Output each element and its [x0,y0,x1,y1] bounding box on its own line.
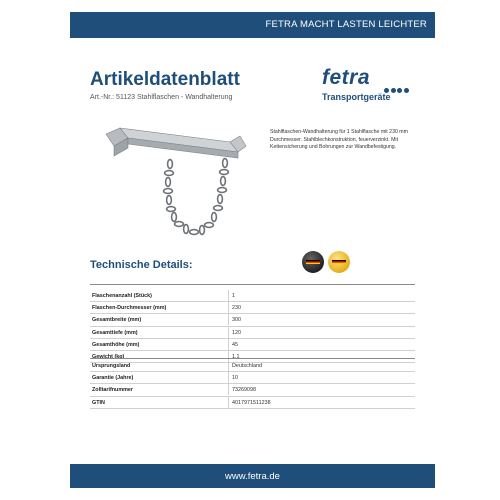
origin-value: 4017971511238 [232,399,271,406]
spec-label: Gesamttiefe (mm) [92,329,138,336]
fetra-logo [322,66,412,106]
footer-band [70,464,435,488]
spec-value: 1 [232,293,235,299]
spec-value: 300 [232,317,241,324]
spec-value: 120 [232,329,241,336]
table-row [90,372,415,384]
origin-value: 73269098 [232,387,256,394]
document-title: Artikeldatenblatt [90,69,240,90]
logo-subtitle: Transportgeräte [322,92,391,102]
header-slogan: FETRA MACHT LASTEN LEICHTER [265,19,427,30]
footer-url-link[interactable]: www.fetra.de [225,471,280,482]
spec-label: Gewicht (kg) [92,353,125,360]
warranty-ribbon-icon [332,260,346,264]
specs-table [90,290,415,363]
spec-label: Gesamthöhe (mm) [92,341,140,348]
origin-label: Ursprungsland [92,363,131,369]
logo-dots-icon [384,80,412,86]
origin-label: Garantie (Jahre) [92,375,134,382]
origin-value: 10 [232,375,238,382]
product-description: Stahlflaschen-Wandhalterung für 1 Stahlflasche mit 230 mm Durchmesser. Stahlblechkonstruktion, feuerverzinkt. Mit Kettensicherung und Bohrungen zur Wandbefestigung. [270,129,408,150]
spec-value: 45 [232,341,238,348]
datasheet-page [70,12,435,488]
warranty-badge-icon [328,251,350,273]
made-in-germany-badge-icon [302,251,324,273]
table-row [90,384,415,396]
table-row [90,302,415,314]
spec-label: Flaschen-Durchmesser (mm) [92,305,167,312]
spec-label: Gesamtbreite (mm) [92,317,142,324]
article-number: Art.-Nr.: 51123 Stahlflaschen - Wandhalterung [90,94,233,101]
origin-value: Deutschland [232,363,262,369]
german-flag-icon [306,260,320,264]
table-row [90,327,415,339]
origin-label: Zolltarifnummer [92,387,134,394]
technical-details-heading: Technische Details: [90,259,193,271]
table-row [90,314,415,326]
section-divider [90,284,415,285]
product-image [98,124,248,249]
logo-wordmark: fetra [322,66,371,89]
origin-table [90,360,415,409]
spec-label: Flaschenanzahl (Stück) [92,293,152,299]
origin-label: GTIN [92,399,105,406]
table-row [90,290,415,302]
spec-value: 230 [232,305,241,312]
table-row [90,397,415,409]
section-divider [90,358,415,359]
header-band [70,12,435,38]
table-row [90,339,415,351]
table-row [90,360,415,372]
spec-value: 1,1 [232,353,240,360]
